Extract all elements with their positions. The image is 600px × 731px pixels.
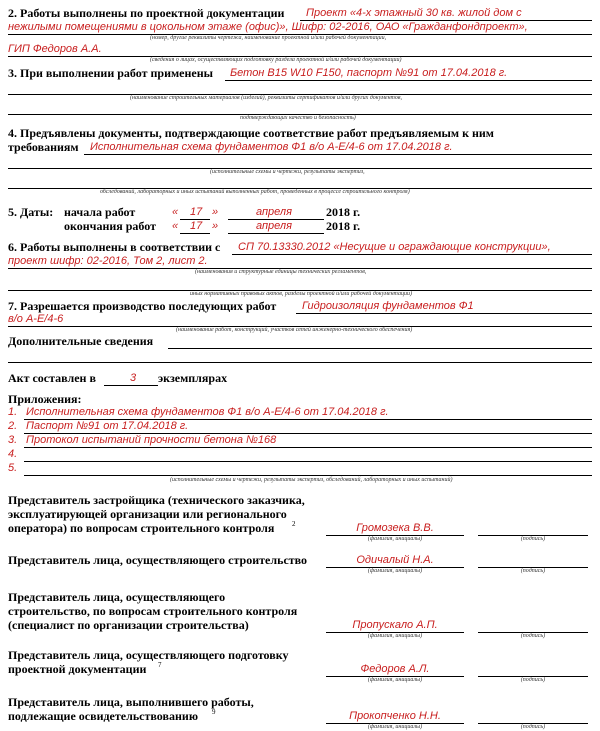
s2-value-1: Проект «4-х этажный 30 кв. жилой дом с — [306, 7, 522, 19]
s5-end-label: окончания работ — [64, 219, 157, 233]
appendix-item-number: 4. — [8, 448, 18, 460]
s5-end-quote-open: « — [172, 220, 179, 232]
s7-value-2: в/о А-Е/4-6 — [8, 313, 64, 325]
name-caption: (фамилия, инициалы) — [367, 633, 423, 639]
s4-caption-1: (исполнительные схемы и чертежи, результаты экспертиз, — [210, 169, 365, 175]
signature-role-line: Представитель лица, осуществляющего — [8, 590, 226, 604]
signature-role-line: Представитель застройщика (технического заказчика, — [8, 493, 305, 507]
s2-value-2: нежилыми помещениями в цокольном этаже (офис)», Шифр: 02-2016, ОАО «Гражданфондпроект», — [8, 21, 528, 33]
signature-caption: (подпись) — [520, 724, 546, 730]
s5-end-month-line — [228, 233, 324, 234]
s5-start-month: апреля — [256, 206, 292, 218]
s4-label-2: требованиям — [8, 140, 79, 154]
name-caption: (фамилия, инициалы) — [367, 568, 423, 574]
signature-role-line: Представитель лица, осуществляющего строительство — [8, 553, 308, 567]
signature-role-line: Представитель лица, осуществляющего подготовку — [8, 648, 289, 662]
appendix-item-text: Паспорт №91 от 17.04.2018 г. — [26, 420, 189, 432]
s5-label: 5. Даты: — [8, 205, 54, 219]
extra-line-2 — [8, 362, 592, 363]
appendix-item-text: Исполнительная схема фундаментов Ф1 в/о А-Е/4-6 от 17.04.2018 г. — [26, 406, 389, 418]
appendix-item-line — [24, 475, 592, 476]
copies-label-1: Акт составлен в — [8, 371, 96, 385]
s5-start-year: 2018 г. — [326, 205, 361, 219]
s7-value-1: Гидроизоляция фундаментов Ф1 — [302, 300, 474, 312]
s7-line-1 — [296, 313, 592, 314]
name-caption: (фамилия, инициалы) — [367, 677, 423, 683]
s3-line-1 — [225, 80, 592, 81]
s6-caption-1: (наименования и структурные единицы технических регламентов, — [195, 269, 367, 275]
signature-caption: (подпись) — [520, 633, 546, 639]
copies-line — [104, 385, 158, 386]
signature-role-line: оператора) по вопросам строительного контроля — [8, 521, 275, 535]
appendix-item-line — [24, 447, 592, 448]
signature-role-line: строительство, по вопросам строительного контроля — [8, 604, 298, 618]
signature-caption: (подпись) — [520, 568, 546, 574]
s5-end-year: 2018 г. — [326, 219, 361, 233]
s4-value: Исполнительная схема фундаментов Ф1 в/о А-Е/4-6 от 17.04.2018 г. — [90, 141, 453, 153]
signature-role-line: подлежащие освидетельствованию — [8, 709, 198, 723]
s3-value: Бетон В15 W10 F150, паспорт №91 от 17.04.2018 г. — [230, 67, 508, 79]
footnote-marker: 9 — [212, 708, 216, 716]
name-caption: (фамилия, инициалы) — [367, 724, 423, 730]
copies-label-2: экземплярах — [158, 371, 228, 385]
s2-caption-1: (номер, другие реквизиты чертежа, наименование проектной и/или рабочей документации, — [150, 35, 387, 41]
s4-caption-2: обследований, лабораторных и иных испытаний выполненных работ, проведенных в процессе строительного контроля) — [100, 189, 410, 195]
s2-value-3: ГИП Федоров А.А. — [8, 43, 102, 55]
s4-label-1: 4. Предъявлены документы, подтверждающие соответствие работ предъявляемым к ним — [8, 126, 494, 140]
s5-end-month: апреля — [256, 220, 292, 232]
s6-label: 6. Работы выполнены в соответствии с — [8, 240, 221, 254]
s6-line-1 — [232, 254, 592, 255]
signatory-name: Одичалый Н.А. — [356, 554, 434, 566]
s5-start-label: начала работ — [64, 205, 136, 219]
s5-start-quote-open: « — [172, 206, 179, 218]
appendix-item-number: 5. — [8, 462, 18, 474]
appendix-item-number: 1. — [8, 406, 18, 418]
appendix-item-text: Протокол испытаний прочности бетона №168 — [26, 434, 277, 446]
signature-role-line: эксплуатирующей организации или регионального — [8, 507, 287, 521]
appendix-item-line — [24, 461, 592, 462]
s7-label: 7. Разрешается производство последующих работ — [8, 299, 277, 313]
s5-end-quote-close: » — [212, 220, 219, 232]
signatory-name: Федоров А.Л. — [360, 663, 430, 675]
s6-value-2: проект шифр: 02-2016, Том 2, лист 2. — [8, 255, 208, 267]
signatory-name: Пропускало А.П. — [352, 619, 438, 631]
signatory-name: Прокопченко Н.Н. — [349, 710, 441, 722]
extra-label: Дополнительные сведения — [8, 334, 154, 348]
signatory-name: Громозека В.В. — [356, 522, 434, 534]
s5-end-day: 17 — [190, 220, 203, 232]
signature-role-line: (специалист по организации строительства) — [8, 618, 249, 632]
signature-role-line: проектной документации — [8, 662, 147, 676]
extra-line-1 — [168, 348, 592, 349]
appendix-item-number: 3. — [8, 434, 18, 446]
s2-label: 2. Работы выполнены по проектной документации — [8, 6, 285, 20]
signature-caption: (подпись) — [520, 536, 546, 542]
copies-count: 3 — [130, 372, 137, 384]
s5-start-day: 17 — [190, 206, 203, 218]
appendix-item-number: 2. — [8, 420, 18, 432]
s6-value-1: СП 70.13330.2012 «Несущие и ограждающие конструкции», — [238, 241, 551, 253]
s3-label: 3. При выполнении работ применены — [8, 66, 214, 80]
appendix-label: Приложения: — [8, 392, 82, 406]
s2-caption-2: (сведения о лицах, осуществляющих подготовку раздела проектной и/или рабочей документации) — [150, 57, 402, 63]
signature-caption: (подпись) — [520, 677, 546, 683]
s7-caption: (наименование работ, конструкций, участков сетей инженерно-технического обеспечения) — [176, 327, 413, 333]
s3-caption-2: подтверждающих качество и безопасность) — [240, 115, 356, 121]
s5-start-quote-close: » — [212, 206, 219, 218]
footnote-marker: 2 — [292, 520, 296, 528]
signature-role-line: Представитель лица, выполнившего работы, — [8, 695, 254, 709]
s3-caption-1: (наименование строительных материалов (изделий), реквизиты сертификатов и/или других документов, — [130, 95, 402, 101]
appendix-caption: (исполнительные схемы и чертежи, результаты экспертиз, обследований, лабораторных и иных испытаний) — [170, 477, 453, 483]
footnote-marker: 7 — [158, 661, 162, 669]
s4-line-1 — [84, 154, 592, 155]
s5-end-day-line — [180, 233, 210, 234]
s6-caption-2: иных нормативных правовых актов, разделы проектной и/или рабочей документации) — [190, 291, 412, 297]
name-caption: (фамилия, инициалы) — [367, 536, 423, 542]
